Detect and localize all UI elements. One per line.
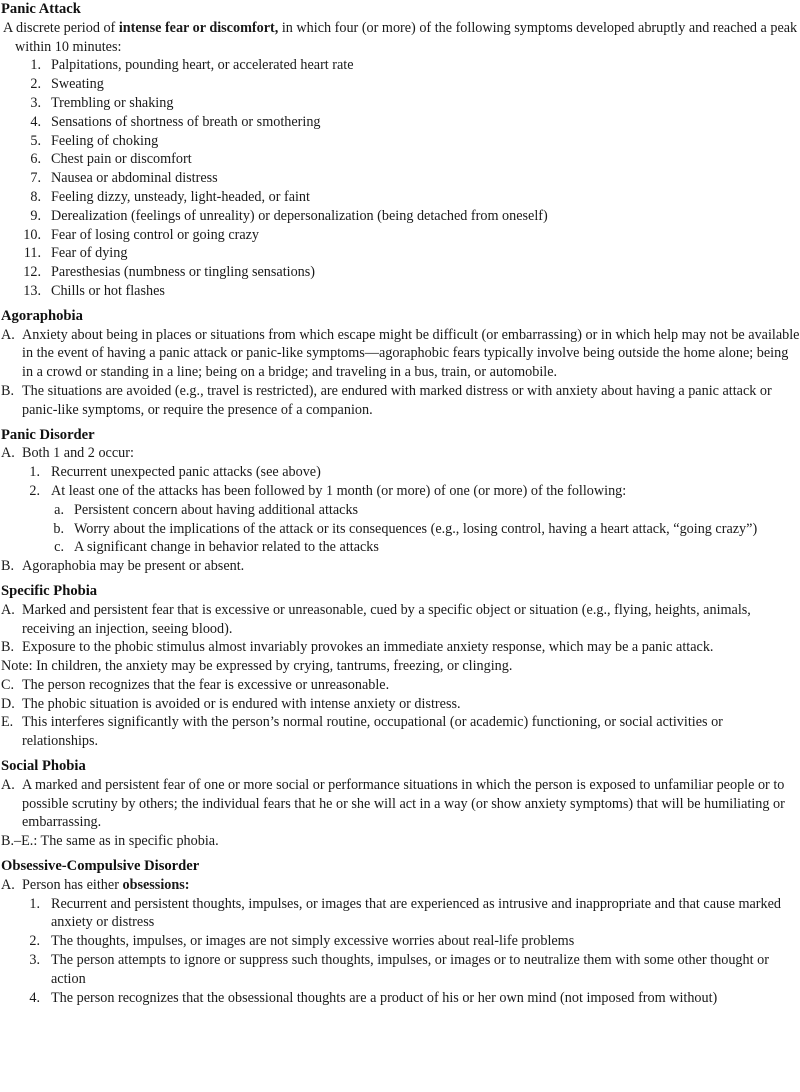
criterion-marker: a.	[54, 501, 64, 518]
specific-phobia-section	[1, 582, 800, 751]
criterion-text: Agoraphobia may be present or absent.	[22, 558, 245, 575]
list-item-text: The situations are avoided (e.g., travel is restricted), are endured with marked distress or with anxiety about having a panic attack or panic-like symptoms, or require the presence of a companion.	[22, 382, 772, 418]
symptom-item	[1, 132, 800, 151]
criterion-a	[1, 876, 800, 895]
list-marker: 7.	[30, 170, 41, 187]
criterion-a-2-a	[1, 501, 800, 520]
criterion-text: This interferes significantly with the person’s normal routine, occupational (or academic) functioning, or social activities or relationships.	[22, 714, 723, 750]
list-item-text: Sweating	[51, 76, 104, 93]
obsession-item	[1, 932, 800, 951]
list-item-text: The person attempts to ignore or suppress such thoughts, impulses, or images or to neutralize them with some other thought or action	[51, 952, 769, 987]
list-marker: 2.	[30, 76, 41, 93]
criterion-a-2-b	[1, 520, 800, 539]
criterion-b	[1, 557, 800, 576]
symptom-item	[1, 207, 800, 226]
criterion-a-2	[1, 482, 800, 501]
list-item-text: Derealization (feelings of unreality) or depersonalization (being detached from oneself)	[51, 207, 548, 224]
list-item-text: Sensations of shortness of breath or smothering	[51, 113, 321, 130]
list-marker: 12.	[23, 264, 41, 281]
section-title: Agoraphobia	[1, 307, 83, 324]
symptom-item	[1, 244, 800, 263]
panic-attack-intro	[1, 19, 800, 57]
list-item-text: Trembling or shaking	[51, 94, 174, 111]
criterion-marker: A.	[1, 776, 15, 793]
criterion-text: A significant change in behavior related to the attacks	[74, 539, 379, 556]
list-marker: 4.	[30, 113, 41, 130]
symptom-item	[1, 94, 800, 113]
social-phobia-section	[1, 757, 800, 851]
criterion-text: Persistent concern about having additional attacks	[74, 501, 359, 518]
criterion-text: Worry about the implications of the attack or its consequences (e.g., losing control, having a heart attack, “going crazy”)	[74, 520, 758, 537]
list-marker: 1.	[29, 895, 40, 912]
criterion-text: Recurrent unexpected panic attacks (see above)	[51, 464, 321, 481]
criterion-marker: 2.	[29, 482, 40, 499]
criterion-a-2-c	[1, 538, 800, 557]
list-marker: 2.	[29, 933, 40, 950]
list-item-text: Fear of dying	[51, 245, 128, 262]
criterion-b	[1, 638, 800, 657]
list-marker: 9.	[30, 207, 41, 224]
list-marker: 4.	[29, 989, 40, 1006]
criterion-text: At least one of the attacks has been followed by 1 month (or more) of one (or more) of the following:	[51, 482, 627, 499]
criterion-a-1	[1, 463, 800, 482]
criterion-marker: D.	[1, 695, 15, 712]
criterion-text: The person recognizes that the fear is excessive or unreasonable.	[22, 676, 390, 693]
section-title: Obsessive-Compulsive Disorder	[1, 858, 200, 875]
list-marker: 1.	[30, 57, 41, 74]
list-item-text: The person recognizes that the obsessional thoughts are a product of his or her own mind (not imposed from without)	[51, 989, 718, 1006]
list-marker: B.	[1, 382, 15, 399]
criterion-text: Marked and persistent fear that is excessive or unreasonable, cued by a specific object or situation (e.g., flying, heights, animals, receiving an injection, seeing blood).	[22, 601, 751, 637]
criterion-text: A marked and persistent fear of one or more social or performance situations in which the person is exposed to unfamiliar people or to possible scrutiny by others; the individual fears that he or she will act in a way (or show anxiety symptoms) that will be humiliating or embarrassing.	[22, 776, 785, 831]
section-title: Panic Attack	[1, 1, 81, 17]
criterion-marker: b.	[53, 520, 64, 537]
list-marker: 8.	[30, 188, 41, 205]
criterion-marker: A.	[1, 601, 15, 618]
symptom-item	[1, 75, 800, 94]
list-item-text: Feeling of choking	[51, 132, 159, 149]
criterion-a	[1, 444, 800, 463]
list-item-text: Anxiety about being in places or situations from which escape might be difficult (or embarrassing) or in which help may not be available in the event of having a panic attack or panic-like symptoms—agoraphobic fears typically involve being outside the home alone; being in a crowd or standing in a line; being on a bridge; and traveling in a bus, train, or automobile.	[22, 326, 800, 381]
list-item-text: Chest pain or discomfort	[51, 151, 192, 168]
list-item-text: Feeling dizzy, unsteady, light-headed, or faint	[51, 188, 310, 205]
list-item-text: Paresthesias (numbness or tingling sensations)	[51, 264, 316, 281]
list-item-text: Recurrent and persistent thoughts, impulses, or images that are experienced as intrusive and inappropriate and that cause marked anxiety or distress	[51, 895, 782, 931]
list-marker: A.	[1, 326, 15, 343]
criterion-item	[1, 326, 800, 382]
criterion-marker: c.	[54, 539, 64, 556]
list-marker: 3.	[29, 952, 40, 969]
criterion-text: Person has either	[22, 876, 123, 893]
intro-text: A discrete period of	[3, 19, 119, 36]
criterion-text: Both 1 and 2 occur:	[22, 445, 134, 462]
criterion-text: The phobic situation is avoided or is endured with intense anxiety or distress.	[22, 695, 461, 712]
criterion-item	[1, 382, 800, 420]
criterion-c	[1, 676, 800, 695]
symptom-item	[1, 113, 800, 132]
criterion-marker: 1.	[29, 464, 40, 481]
panic-disorder-section	[1, 426, 800, 576]
criterion-marker: B.	[1, 558, 15, 575]
symptom-item	[1, 263, 800, 282]
ocd-section	[1, 857, 800, 1007]
symptom-item	[1, 188, 800, 207]
criterion-e	[1, 713, 800, 751]
criterion-marker: A.	[1, 876, 15, 893]
note-text: Note: In children, the anxiety may be expressed by crying, tantrums, freezing, or clinging.	[1, 658, 513, 675]
symptom-list	[1, 56, 800, 300]
symptom-item	[1, 56, 800, 75]
list-marker: 10.	[23, 226, 41, 243]
list-item-text: Nausea or abdominal distress	[51, 170, 218, 187]
criterion-a	[1, 601, 800, 639]
obsession-list	[1, 895, 800, 1008]
intro-emphasis: intense fear or discomfort,	[118, 19, 279, 36]
obsession-item	[1, 989, 800, 1008]
list-marker: 6.	[30, 151, 41, 168]
list-marker: 5.	[30, 132, 41, 149]
section-title: Specific Phobia	[1, 582, 98, 599]
symptom-item	[1, 282, 800, 301]
list-item-text: Palpitations, pounding heart, or accelerated heart rate	[51, 57, 354, 74]
criterion-d	[1, 695, 800, 714]
criteria-b-e-text: B.–E.: The same as in specific phobia.	[1, 833, 219, 850]
list-marker: 13.	[23, 282, 41, 299]
section-title: Panic Disorder	[1, 426, 95, 443]
criteria-list	[1, 326, 800, 420]
symptom-item	[1, 150, 800, 169]
criterion-marker: E.	[1, 714, 14, 731]
criterion-text: Exposure to the phobic stimulus almost invariably provokes an immediate anxiety response, which may be a panic attack.	[22, 639, 714, 656]
symptom-item	[1, 169, 800, 188]
list-marker: 3.	[30, 94, 41, 111]
criterion-emphasis: obsessions:	[122, 876, 190, 893]
list-item-text: Fear of losing control or going crazy	[51, 226, 260, 243]
symptom-item	[1, 226, 800, 245]
criterion-marker: B.	[1, 639, 15, 656]
criterion-a	[1, 776, 800, 832]
agoraphobia-section	[1, 307, 800, 420]
list-item-text: Chills or hot flashes	[51, 282, 165, 299]
criterion-marker: C.	[1, 676, 15, 693]
criterion-marker: A.	[1, 445, 15, 462]
list-marker: 11.	[23, 245, 41, 262]
obsession-item	[1, 895, 800, 933]
list-item-text: The thoughts, impulses, or images are not simply excessive worries about real-life problems	[51, 933, 575, 950]
section-title: Social Phobia	[1, 758, 86, 775]
panic-attack-section	[1, 0, 800, 301]
obsession-item	[1, 951, 800, 989]
intro-text: in which four (or more) of the following symptoms developed abruptly and reached a peak within 10 minutes:	[15, 19, 798, 55]
